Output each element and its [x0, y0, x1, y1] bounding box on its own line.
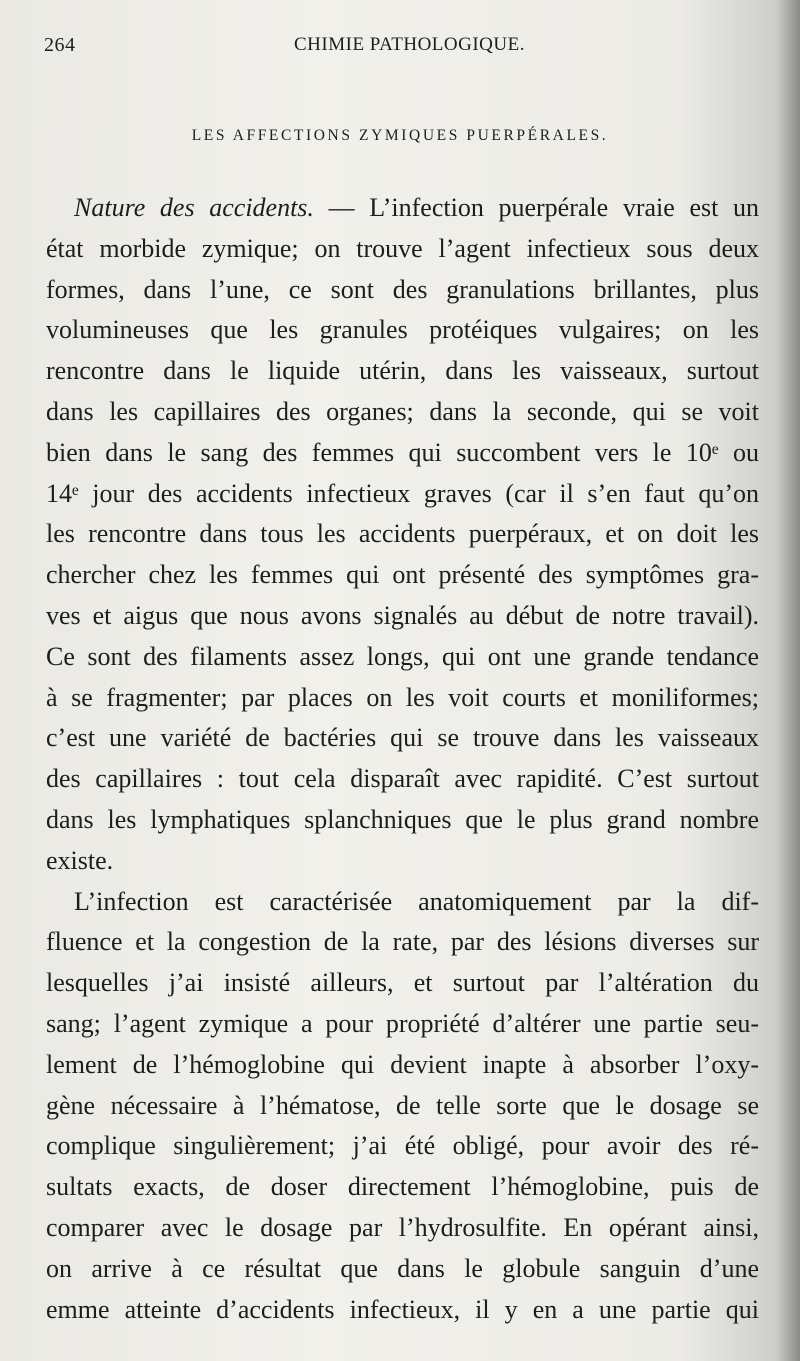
text-line: fluence et la congestion de la rate, par des lésions diverses sur [46, 927, 759, 957]
text-line: c’est une variété de bactéries qui se trouve dans les vaisseaux [46, 723, 759, 753]
section-title: LES AFFECTIONS ZYMIQUES PUERPÉRALES. [191, 127, 609, 144]
page-header [44, 34, 524, 57]
text-line: ves et aigus que nous avons signalés au début de notre travail). [46, 600, 759, 630]
text-line: lesquelles j’ai insisté ailleurs, et surtout par l’altération du [46, 968, 759, 998]
text-line: sang; l’agent zymique a pour propriété d’altérer une partie seu- [46, 1008, 759, 1038]
text-line: rencontre dans le liquide utérin, dans les vaisseaux, surtout [46, 356, 759, 386]
lead-rest: — L’infection puerpérale vraie est un [313, 193, 760, 222]
text-line: formes, dans l’une, ce sont des granulations brillantes, plus [46, 274, 759, 304]
text-line: comparer avec le dosage par l’hydrosulfite. En opérant ainsi, [46, 1212, 759, 1242]
text-line: gène nécessaire à l’hématose, de telle sorte que le dosage se [46, 1090, 759, 1120]
text-line: sultats exacts, de doser directement l’hémoglobine, puis de [46, 1172, 759, 1202]
text-line: les rencontre dans tous les accidents puerpéraux, et on doit les [46, 519, 759, 549]
running-title: CHIMIE PATHOLOGIQUE. [294, 34, 525, 55]
paragraph-1-lead-line [46, 188, 759, 229]
text-line: 14ᵉ jour des accidents infectieux graves (car il s’en faut qu’on [46, 478, 759, 508]
text-line: L’infection est caractérisée anatomiquement par la dif- [74, 886, 759, 916]
text-line: Ce sont des filaments assez longs, qui ont une grande tendance [46, 641, 759, 671]
text-line: à se fragmenter; par places on les voit courts et moniliformes; [46, 682, 759, 712]
paragraph-1 [46, 229, 759, 882]
text-line: dans les capillaires des organes; dans la seconde, qui se voit [46, 396, 759, 426]
page-number: 264 [44, 34, 76, 56]
text-line: existe. [46, 845, 114, 875]
text-line: complique singulièrement; j’ai été obligé, pour avoir des ré- [46, 1131, 759, 1161]
text-line: état morbide zymique; on trouve l’agent infectieux sous deux [46, 233, 759, 263]
text-line: emme atteinte d’accidents infectieux, il y en a une partie qui [46, 1294, 759, 1324]
text-line: chercher chez les femmes qui ont présenté des symptômes gra- [46, 560, 759, 590]
paragraph-2 [46, 882, 759, 1331]
text-line: lement de l’hémoglobine qui devient inapte à absorber l’oxy- [46, 1049, 759, 1079]
text-line: dans les lymphatiques splanchniques que le plus grand nombre [46, 804, 759, 834]
text-line: bien dans le sang des femmes qui succombent vers le 10ᵉ ou [46, 437, 759, 467]
text-line: volumineuses que les granules protéiques vulgaires; on les [46, 315, 759, 345]
text-line: on arrive à ce résultat que dans le globule sanguin d’une [46, 1253, 759, 1283]
text-line: des capillaires : tout cela disparaît avec rapidité. C’est surtout [46, 764, 759, 794]
body-text [46, 188, 759, 1330]
lead-italic: Nature des accidents. [74, 193, 314, 222]
